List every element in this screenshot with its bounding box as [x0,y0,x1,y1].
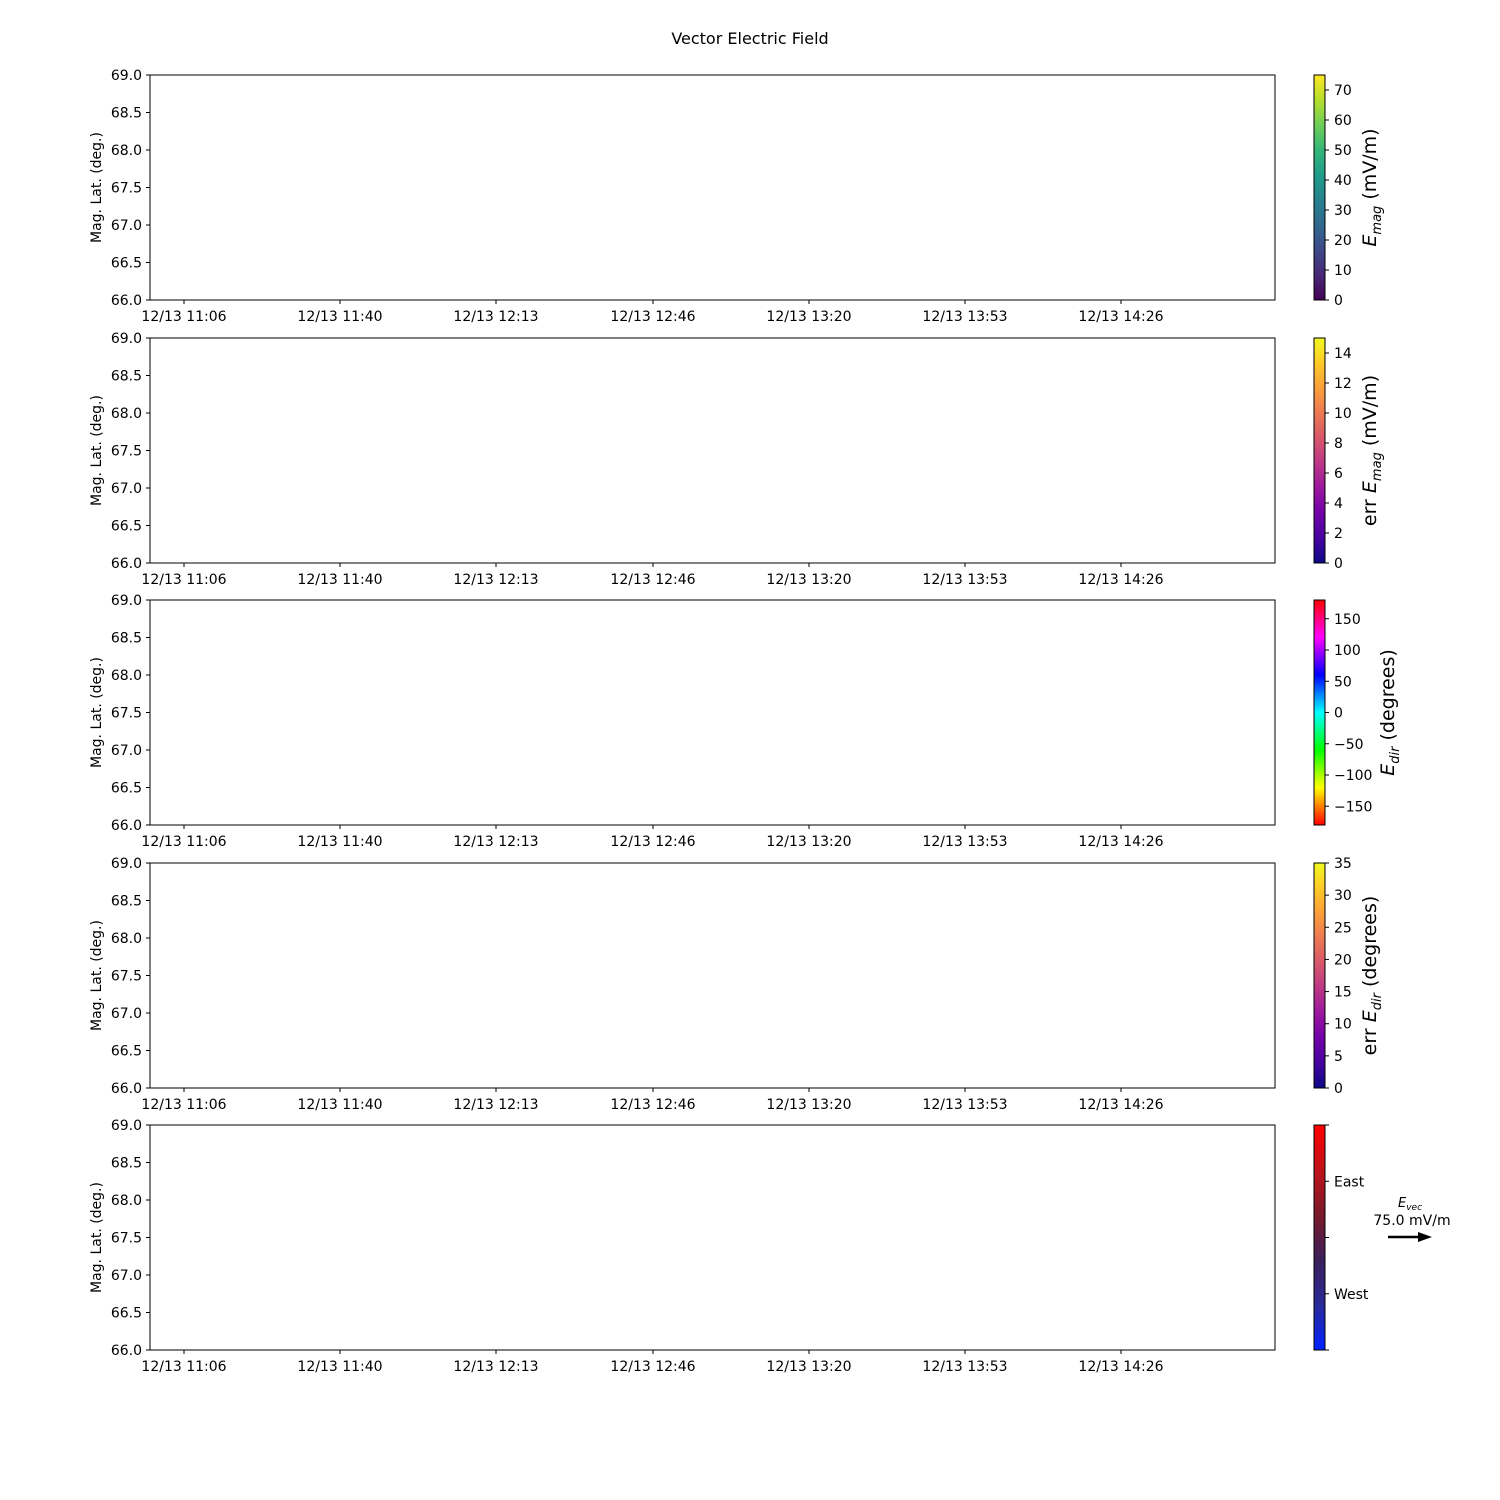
y-tick-label: 66.5 [110,1043,142,1060]
colorbar-tick-label: 10 [1334,406,1352,422]
y-axis-label: Mag. Lat. (deg.) [89,657,105,768]
colorbar-tick-label: 14 [1334,346,1352,362]
colorbar-label-prefix: err [1359,493,1381,527]
colorbar-tick-label: 6 [1334,466,1343,482]
quiver-key-symbol: E [1397,1196,1407,1211]
panel-edir [89,593,1403,850]
colorbar-tick-label: 0 [1334,556,1343,572]
y-tick-label: 67.5 [110,443,142,460]
x-tick-label: 12/13 13:53 [922,572,1008,588]
colorbar-tick-label: 0 [1334,705,1343,722]
y-tick-label: 67.0 [110,218,142,234]
y-tick-label: 67.0 [110,743,142,759]
colorbar-label-subscript: mag [1370,452,1385,482]
plot-area [150,863,1275,1088]
x-tick-label: 12/13 13:53 [922,1359,1008,1375]
panel-err-edir [89,856,1385,1113]
colorbar-label [1359,128,1385,246]
x-tick-label: 12/13 14:26 [1078,1359,1164,1375]
y-tick-label: 66.5 [110,1305,142,1322]
colorbar-tick-label: East [1334,1174,1365,1191]
quiver-key-arrow-head [1418,1232,1432,1242]
colorbar-label [1359,375,1385,526]
y-tick-label: 68.0 [110,143,142,159]
plot-area [150,1125,1275,1350]
colorbar-label [1377,649,1403,776]
x-tick-label: 12/13 13:53 [922,1097,1008,1113]
colorbar-tick-label: −50 [1334,736,1364,753]
x-tick-label: 12/13 11:06 [141,1097,227,1113]
colorbar-tick-label: −100 [1334,768,1373,784]
colorbar-tick-label: 50 [1334,674,1352,691]
x-tick-label: 12/13 11:06 [141,309,227,325]
y-tick-label: 66.0 [110,556,142,572]
colorbar-tick-label: 40 [1334,173,1352,189]
y-axis-label: Mag. Lat. (deg.) [89,395,105,506]
panel-evec [89,1118,1451,1375]
x-tick-label: 12/13 12:46 [610,1097,696,1113]
colorbar-tick-label: 20 [1334,233,1352,249]
x-tick-label: 12/13 14:26 [1078,834,1164,850]
y-tick-label: 67.5 [110,180,142,197]
colorbar [1314,600,1325,825]
colorbar-tick-label: 100 [1334,643,1361,659]
x-tick-label: 12/13 13:53 [922,834,1008,850]
x-tick-label: 12/13 12:13 [453,834,539,850]
x-tick-label: 12/13 11:40 [297,1359,383,1375]
colorbar-tick-label: West [1334,1286,1369,1303]
colorbar-label-prefix: err [1359,1022,1381,1056]
y-tick-label: 66.5 [110,780,142,797]
x-tick-label: 12/13 11:06 [141,1359,227,1375]
x-tick-label: 12/13 14:26 [1078,309,1164,325]
y-tick-label: 69.0 [110,1118,142,1134]
colorbar [1314,75,1325,300]
colorbar-tick-label: 12 [1334,376,1352,392]
x-tick-label: 12/13 12:13 [453,309,539,325]
plot-area [150,600,1275,825]
colorbar-tick-label: 20 [1334,952,1352,969]
y-tick-label: 67.5 [110,1230,142,1247]
y-tick-label: 66.0 [110,293,142,309]
colorbar-label-symbol: E [1377,763,1399,776]
y-tick-label: 68.0 [110,406,142,422]
x-tick-label: 12/13 13:20 [766,1359,852,1375]
colorbar-label-symbol: E [1359,234,1381,247]
colorbar-label-units: (degrees) [1359,895,1381,994]
x-tick-label: 12/13 11:40 [297,309,383,325]
colorbar-tick-label: 15 [1334,984,1352,1001]
colorbar-tick-label: 25 [1334,920,1352,937]
x-tick-label: 12/13 11:40 [297,1097,383,1113]
y-tick-label: 68.0 [110,1193,142,1209]
quiver-key-value: 75.0 mV/m [1373,1213,1451,1229]
y-tick-label: 68.0 [110,668,142,684]
x-tick-label: 12/13 12:13 [453,1359,539,1375]
y-tick-label: 67.0 [110,1006,142,1022]
colorbar-tick-label: 5 [1334,1048,1343,1065]
x-tick-label: 12/13 13:53 [922,309,1008,325]
x-tick-label: 12/13 14:26 [1078,1097,1164,1113]
colorbar-tick-label: 10 [1334,263,1352,279]
x-tick-label: 12/13 13:20 [766,309,852,325]
figure-title: Vector Electric Field [671,29,829,48]
x-tick-label: 12/13 11:40 [297,834,383,850]
panels [89,68,1451,1375]
quiver-key-label [1398,1196,1422,1213]
colorbar-tick-label: 8 [1334,436,1343,452]
colorbar-label [1359,896,1385,1056]
y-tick-label: 69.0 [110,68,142,84]
x-tick-label: 12/13 11:06 [141,834,227,850]
plot-area [150,75,1275,300]
panel-err-emag [89,331,1385,588]
colorbar [1314,1125,1325,1350]
colorbar-label-units: (mV/m) [1359,128,1381,206]
y-tick-label: 68.5 [110,893,142,910]
x-tick-label: 12/13 13:20 [766,1097,852,1113]
colorbar-tick-label: −150 [1334,799,1373,816]
x-tick-label: 12/13 11:06 [141,572,227,588]
y-tick-label: 68.5 [110,105,142,122]
colorbar-label-units: (mV/m) [1359,374,1381,453]
x-tick-label: 12/13 12:13 [453,1097,539,1113]
y-tick-label: 66.5 [110,255,142,272]
y-tick-label: 69.0 [110,331,142,347]
colorbar-tick-label: 0 [1334,1081,1343,1097]
y-tick-label: 67.5 [110,705,142,722]
x-tick-label: 12/13 12:46 [610,309,696,325]
y-tick-label: 66.5 [110,518,142,535]
x-tick-label: 12/13 12:46 [610,572,696,588]
colorbar-tick-label: 10 [1334,1016,1352,1033]
x-tick-label: 12/13 13:20 [766,572,852,588]
y-tick-label: 68.5 [110,368,142,385]
y-axis-label: Mag. Lat. (deg.) [89,1182,105,1293]
colorbar-tick-label: 4 [1334,496,1343,512]
colorbar-tick-label: 50 [1334,143,1352,159]
y-axis-label: Mag. Lat. (deg.) [89,132,105,243]
x-tick-label: 12/13 13:20 [766,834,852,850]
colorbar-label-symbol: E [1359,1010,1381,1023]
y-tick-label: 66.0 [110,818,142,834]
y-tick-label: 69.0 [110,856,142,872]
y-axis-label: Mag. Lat. (deg.) [89,920,105,1031]
y-tick-label: 69.0 [110,593,142,609]
y-tick-label: 67.0 [110,1268,142,1284]
y-tick-label: 67.0 [110,481,142,497]
x-tick-label: 12/13 12:46 [610,1359,696,1375]
plot-area [150,338,1275,563]
x-tick-label: 12/13 14:26 [1078,572,1164,588]
colorbar-tick-label: 30 [1334,203,1352,219]
y-tick-label: 66.0 [110,1343,142,1359]
colorbar [1314,338,1325,563]
y-tick-label: 68.0 [110,931,142,947]
colorbar-label-subscript: dir [1370,993,1385,1011]
colorbar-label-subscript: dir [1388,746,1403,764]
x-tick-label: 12/13 11:40 [297,572,383,588]
panel-emag [89,68,1385,325]
colorbar-tick-label: 2 [1334,526,1343,542]
quiver-key [1373,1196,1450,1242]
colorbar-tick-label: 150 [1334,611,1361,628]
colorbar-label-symbol: E [1359,481,1381,494]
colorbar [1314,863,1325,1088]
colorbar-tick-label: 70 [1334,83,1352,99]
x-tick-label: 12/13 12:46 [610,834,696,850]
x-tick-label: 12/13 12:13 [453,572,539,588]
colorbar-tick-label: 30 [1334,888,1352,905]
y-tick-label: 68.5 [110,630,142,647]
quiver-key-subscript: vec [1406,1203,1423,1213]
colorbar-label-subscript: mag [1370,205,1385,235]
y-tick-label: 67.5 [110,968,142,985]
y-tick-label: 66.0 [110,1081,142,1097]
y-tick-label: 68.5 [110,1155,142,1172]
colorbar-tick-label: 60 [1334,113,1352,129]
colorbar-tick-label: 35 [1334,856,1352,872]
colorbar-label-units: (degrees) [1377,649,1399,747]
colorbar-tick-label: 0 [1334,293,1343,309]
